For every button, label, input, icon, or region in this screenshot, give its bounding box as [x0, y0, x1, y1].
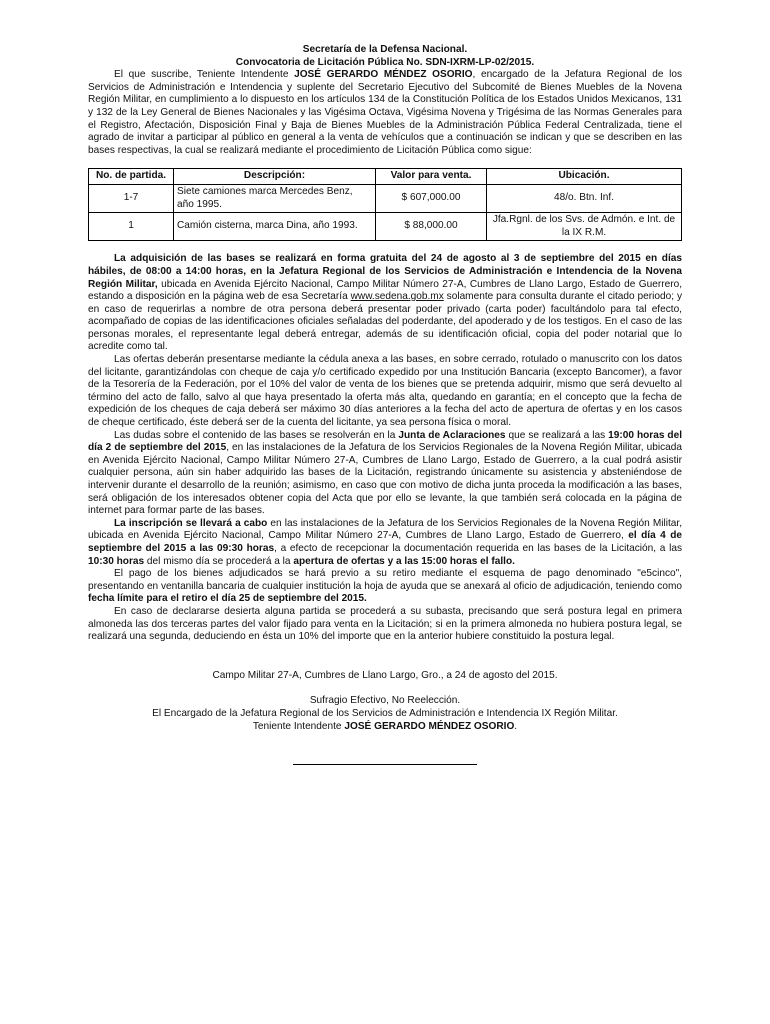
- paragraph-inscripcion: [88, 518, 682, 568]
- intro-text-a: El que suscribe, Teniente Intendente: [114, 69, 295, 81]
- col-header-valor: Valor para venta.: [376, 169, 487, 185]
- cell-valor: $ 607,000.00: [376, 184, 487, 212]
- inscripcion-text-d: del mismo día se procederá a la: [144, 555, 294, 567]
- aclaraciones-text-c: que se realizará a las: [505, 429, 609, 441]
- inscripcion-text-a: en las instalaciones de la Jefatura de los Servicios Regionales de la Novena Región Militar, ubicada en Avenida Ejército Nacional, Campo Militar Número 27-A, Cumbres de Llano Largo, Estado de Guerrero,: [88, 517, 682, 542]
- document-header: [88, 44, 682, 69]
- col-header-partida: No. de partida.: [89, 169, 174, 185]
- col-header-descripcion: Descripción:: [174, 169, 376, 185]
- aclaraciones-text-a: Las dudas sobre el contenido de las bases se resolverán en la: [114, 429, 399, 441]
- cell-valor: $ 88,000.00: [376, 213, 487, 241]
- aclaraciones-bold-1: Junta de Aclaraciones: [398, 429, 506, 441]
- cell-descripcion: Siete camiones marca Mercedes Benz, año 1995.: [174, 184, 376, 212]
- signer-period: .: [514, 720, 518, 732]
- pago-text-a: El pago de los bienes adjudicados se hará previo a su retiro mediante el esquema de pago denominado "e5cinco", presentando en ventanilla bancaria de cualquier institución la hoja de ayuda que se anexará al oficio de adjudicación, teniendo como: [88, 568, 682, 592]
- intro-paragraph: [88, 69, 682, 157]
- inscripcion-bold-4: apertura de ofertas y a las 15:00 horas el fallo.: [293, 555, 515, 567]
- intro-signer-name: JOSÉ GERARDO MÉNDEZ OSORIO: [294, 69, 473, 81]
- paragraph-pago: [88, 568, 682, 606]
- aclaraciones-text-d: , en las instalaciones de la Jefatura de los Servicios Regionales de la Novena Región Militar, ubicada en Avenida Ejército Nacional, Campo Militar Número 27-A, Cumbres de Llano Largo, Estado de Guerrero, a la cual podrá asistir cualquier persona, aún sin haber adquirido las bases de la Licitación, registrando únicamente su asistencia y absteniéndose de intervenir durante el desarrollo de la reunión; asimismo, en caso que con motivo de dicha junta proceda la modificación a las bases, será obligación de los interesados obtener copia del Acta que por ello se levante, la que también será colocada en la página de internet para formar parte de las bases.: [88, 442, 682, 517]
- bases-text-a: ubicada en Avenida Ejército Nacional, Campo Militar Número 27-A, Cumbres de Llano Largo, Estado de Guerrero, estando a disposición en la página web de esa Secretaría: [88, 278, 683, 303]
- table-row: [89, 213, 682, 241]
- cell-ubicacion: 48/o. Btn. Inf.: [487, 184, 682, 212]
- intro-text-b: , encargado de la Jefatura Regional de los Servicios de Administración e Intendencia y suplente del Secretario Ejecutivo del Subcomité de Bienes Muebles de la Novena Región Militar, en cumplimiento a lo dispuesto en los artículos 134 de la Constitución Política de los Estados Unidos Mexicanos, 131 y 132 de la Ley General de Bienes Nacionales y las Vigésima Octava, Vigésima Novena y Trigésima de las Normas Generales para el Registro, Afectación, Disposición Final y Baja de Bienes Muebles de la Administración Pública Federal Centralizada, tiene el agrado de invitar a participar al público en general a la venta de vehículos que a continuación se indican y que se describen en las bases respectivas, la cual se realizará mediante el procedimiento de Licitación Pública como sigue:: [88, 69, 683, 156]
- table-header-row: [89, 169, 682, 185]
- sedena-website-link[interactable]: www.sedena.gob.mx: [350, 291, 444, 303]
- inscripcion-bold-2: el día 4 de septiembre del 2015 a las 09:30 horas: [88, 530, 683, 554]
- bases-bold-text: La adquisición de las bases se realizará en forma gratuita del 24 de agosto al 3 de septiembre del 2015 en días hábiles, de 08:00 a 14:00 horas, en la Jefatura Regional de los Servicios de Administración e Intendencia de la Novena Región Militar,: [88, 253, 682, 290]
- header-convocatoria: Convocatoria de Licitación Pública No. SDN-IXRM-LP-02/2015.: [235, 56, 535, 68]
- header-secretaria: Secretaría de la Defensa Nacional.: [302, 44, 468, 55]
- cell-partida: 1: [89, 213, 174, 241]
- cell-descripcion: Camión cisterna, marca Dina, año 1993.: [174, 213, 376, 241]
- place-date: Campo Militar 27-A, Cumbres de Llano Largo, Gro., a 24 de agosto del 2015.: [212, 669, 558, 681]
- inscripcion-bold-1: La inscripción se llevará a cabo: [114, 517, 268, 529]
- cell-partida: 1-7: [89, 184, 174, 212]
- pago-bold-deadline: fecha límite para el retiro el día 25 de septiembre del 2015.: [88, 593, 367, 605]
- paragraph-subasta: En caso de declararse desierta alguna partida se procederá a su subasta, precisando que será postura legal en primera almoneda las dos terceras partes del valor fijado para venta en la Licitación; si en la primera almoneda no hubiera postura legal, se realizará una segunda, deduciendo en ésta un 10% del importe que en la anterior hubiere constituido la postura legal.: [88, 605, 682, 643]
- inscripcion-text-c: , a efecto de recepcionar la documentación requerida en las bases de la Licitación, a las: [274, 542, 682, 554]
- table-row: [89, 184, 682, 212]
- lots-table: [88, 168, 682, 241]
- signer-office: El Encargado de la Jefatura Regional de los Servicios de Administración e Intendencia IX Región Militar.: [152, 707, 618, 719]
- cell-ubicacion: Jfa.Rgnl. de los Svs. de Admón. e Int. de la IX R.M.: [487, 213, 682, 241]
- signer-rank: Teniente Intendente: [252, 720, 345, 732]
- aclaraciones-bold-2: 19:00 horas del día 2 de septiembre del 2015: [88, 429, 683, 454]
- col-header-ubicacion: Ubicación.: [487, 169, 682, 185]
- signature-line: [293, 763, 477, 765]
- closing-block: [88, 670, 682, 765]
- bases-text-b: solamente para consulta durante el citado periodo; y en caso de requerirlas a nombre de otra persona deberá presentar poder privado (carta poder) facultándolo para tal efecto, acompañado de copias de las identificaciones oficiales señaladas del poderdante, del apoderado y de los testigos. En el caso de las personas morales, el representante legal deberá entregar, además de su identificación oficial, copia del poder notarial que lo acredite como tal.: [88, 291, 682, 353]
- signer-name: JOSÉ GERARDO MÉNDEZ OSORIO: [344, 720, 515, 732]
- paragraph-bases: [88, 253, 682, 354]
- paragraph-aclaraciones: [88, 430, 682, 518]
- motto: Sufragio Efectivo, No Reelección.: [309, 695, 461, 707]
- paragraph-ofertas: Las ofertas deberán presentarse mediante la cédula anexa a las bases, en sobre cerrado, rotulado o manuscrito con los datos del licitante, garantizándolas con cheque de caja y/o certificado expedido por una Institución Bancaria (excepto Bancomer), a favor de la Tesorería de la Federación, por el 10% del valor de venta de los bienes que se pretenda adquirir, mismo que será devuelto al término del acto de fallo, salvo al que haya presentado la oferta más alta, quedando en garantía; en el concepto que la fecha de expedición de los cheques de caja deberá ser máximo 30 días anteriores a la fecha del acto de apertura de ofertas y en los casos de cheque certificado, éste deberá ser de la cuenta del licitante, ya sea persona física o moral.: [88, 354, 682, 429]
- document-page: [88, 44, 682, 765]
- signer-line: [88, 721, 682, 734]
- inscripcion-bold-3: 10:30 horas: [88, 555, 145, 567]
